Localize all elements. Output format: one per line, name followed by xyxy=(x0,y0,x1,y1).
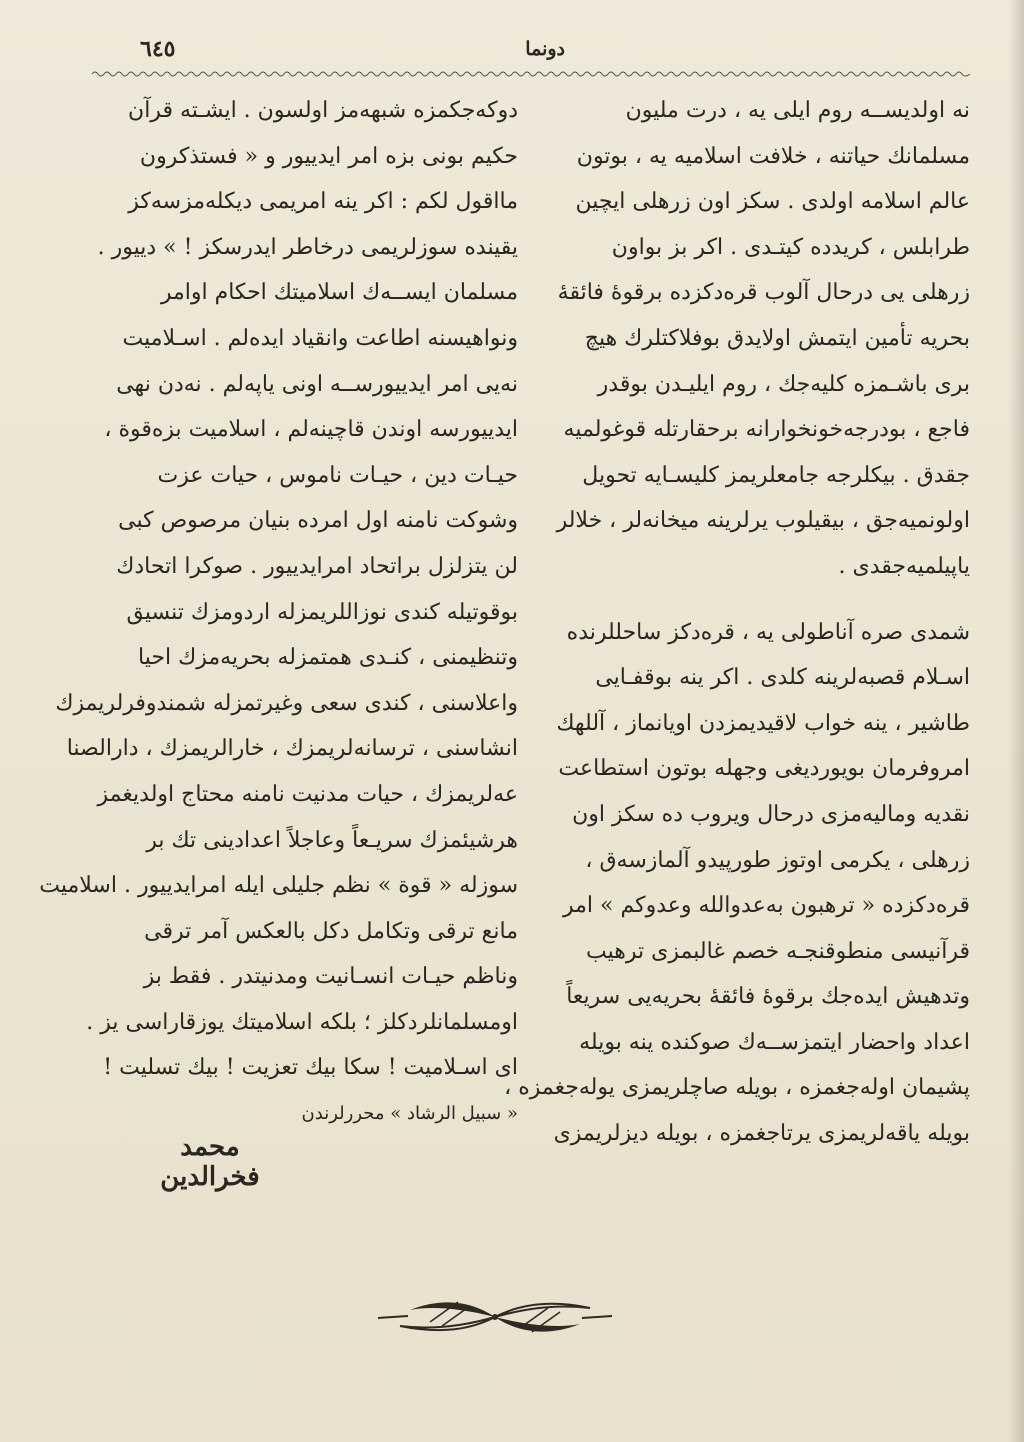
text-line: اسـلام قصبه‌لرینه کلدی . اکر ینه بوقفـایی xyxy=(595,665,970,691)
text-line: نه اولدیســه روم ایلی یه ، درت ملیون xyxy=(625,98,970,123)
page-number: ٦٤٥ xyxy=(140,36,176,62)
text-line: زرهلی یی درحال آلوب قره‌دکزده برقوۀ فائقۀ xyxy=(557,280,970,306)
text-line: وشوکت نامنه اول امرده بنیان مرصوص کبی xyxy=(118,508,518,534)
page-header xyxy=(90,28,970,74)
left-paragraph-1 xyxy=(90,88,518,270)
text-line: بری باشـمزه کلیه‌جك ، روم ایلیـدن بوقدر xyxy=(597,371,970,397)
text-line: وناظم حیـات انسـانیت ومدنیتدر . فقط بز xyxy=(143,964,518,990)
text-line: نه‌یی امر ایدییورســه اونی یاپه‌لم . نه‌دن نهی xyxy=(116,371,518,397)
right-paragraph-1 xyxy=(548,88,970,590)
text-line: بوقوتیله کندی نوزاللریمزله اردومزك تنسیق xyxy=(126,599,518,625)
text-line: ایدییورسه اوندن قاچینه‌لم ، اسلامیت بزه‌قوة ، xyxy=(104,417,518,443)
source-attribution: « سبیل الرشاد » محررلرندن xyxy=(301,1103,518,1125)
text-line: اعداد واحضار ایتمزســه‌ك صوکنده ینه بویله xyxy=(579,1029,970,1055)
text-line: انشاسنی ، ترسانه‌لریمزك ، خارالریمزك ، دارالصنا xyxy=(66,736,518,762)
text-line: ای اسـلامیت ! سکا بیك تعزیت ! بیك تسلیت ! xyxy=(103,1055,518,1081)
text-line: امروفرمان بویوردیغی وجهله بوتون استطاعت xyxy=(558,756,970,782)
text-line: پشیمان اوله‌جغمزه ، بویله صاچلریمزی یوله‌جغمزه ، xyxy=(504,1075,970,1101)
text-line: طاشیر ، ینه خواب لاقیدیمزدن اویانماز ، آللهك xyxy=(556,710,970,736)
text-line: یاپیلمیه‌جقدی . xyxy=(838,553,970,579)
text-line: شمدی صره آناطولی یه ، قره‌دکز ساحللرنده xyxy=(566,619,970,645)
text-line: مااقول لکم : اکر ینه امریمی دیکله‌مزسه‌کز xyxy=(128,189,518,215)
text-line: قره‌دکزده « ترهبون به‌عدوالله وعدوکم » امر xyxy=(563,893,970,919)
text-line: وتدهیش ایده‌جك برقوۀ فائقۀ بحریه‌یی سریعاً xyxy=(566,984,970,1010)
text-line: سوزله « قوة » نظم جلیلی ایله امرایدییور . اسلامیت xyxy=(39,873,518,899)
text-line: هرشیئمزك سریـعاً وعاجلاً اعدادینی تك بر xyxy=(146,827,518,853)
text-line: عالم اسلامه اولدی . سکز اون زرهلی ایچین xyxy=(575,189,970,215)
right-column xyxy=(504,88,970,1157)
text-line: فاجع ، بودرجه‌خونخوارانه برحقارتله قوغولمیه‌ xyxy=(563,417,970,443)
running-title: دونما xyxy=(525,38,565,60)
text-line: زرهلی ، یکرمی اوتوز طورپیدو آلمازسه‌ق ، xyxy=(585,847,970,873)
page-edge-shadow xyxy=(1008,0,1024,1442)
left-column xyxy=(39,88,518,1137)
text-line: حیـات دین ، حیـات ناموس ، حیات عزت xyxy=(157,462,518,488)
text-line: اولونمیه‌جق ، بیقیلوب یرلرینه میخانه‌لر ، خلالر xyxy=(556,508,970,534)
text-line: جقدق . بیکلرجه جامعلریمز کلیسـایه تحویل xyxy=(582,462,970,488)
text-line: اومسلمانلردکلز ؛ بلکه اسلامیتك یوزقاراسی یز . xyxy=(86,1009,518,1035)
text-line: نقدیه ومالیه‌مزی درحال ویروب ده سکز اون xyxy=(572,801,970,827)
text-line: واعلاسنی ، کندی سعی وغیرتمزله شمندوفرلریمزك xyxy=(55,690,518,716)
text-line: حکیم بونی بزه امر ایدییور و « فستذکرون xyxy=(139,143,518,169)
text-line: مسلمانك حیاتنه ، خلافت اسلامیه یه ، بوتون xyxy=(576,143,970,169)
text-line: طرابلس ، کریدده کیتـدی . اکر بز بواون xyxy=(611,234,970,260)
left-paragraph-2 xyxy=(39,270,518,1091)
text-line: وتنظیمنی ، کنـدی همتمزله بحریه‌مزك احیا xyxy=(138,645,518,671)
paragraph-gap xyxy=(548,590,970,610)
right-paragraph-2 xyxy=(504,610,970,1157)
text-line: قرآنیسی منطوقنجـه خصم غالبمزی ترهیب xyxy=(586,938,970,964)
source-line xyxy=(90,1091,518,1137)
text-line: عه‌لریمزك ، حیات مدنیت نامنه محتاج اولدیغمز xyxy=(97,781,518,807)
text-line: بویله یاقه‌لریمزی یرتاجغمزه ، بویله دیزلریمزی xyxy=(553,1121,970,1147)
closing-ornament xyxy=(370,1292,620,1342)
author-signature: محمد فخرالدین xyxy=(160,1132,260,1192)
header-wavy-rule xyxy=(92,70,970,78)
text-line: مانع ترقی وتکامل دکل بالعکس آمر ترقی xyxy=(144,918,518,944)
text-line: لن یتزلزل براتحاد امرایدییور . صوکرا اتحادك xyxy=(116,553,518,579)
text-line: دوکه‌جکمزه شبهه‌مز اولسون . ایشـته قرآن xyxy=(128,98,518,123)
text-line: بحریه تأمین ایتمش اولایدق بوفلاکتلرك هیچ xyxy=(584,325,970,351)
text-line: مسلمان ایســه‌ك اسلامیتك احکام اوامر xyxy=(160,280,518,306)
text-line: یقینده سوزلریمی درخاطر ایدرسکز ! » دییور . xyxy=(97,234,518,260)
text-line: ونواهیسنه اطاعت وانقیاد ایده‌لم . اسـلامیت xyxy=(122,325,518,351)
